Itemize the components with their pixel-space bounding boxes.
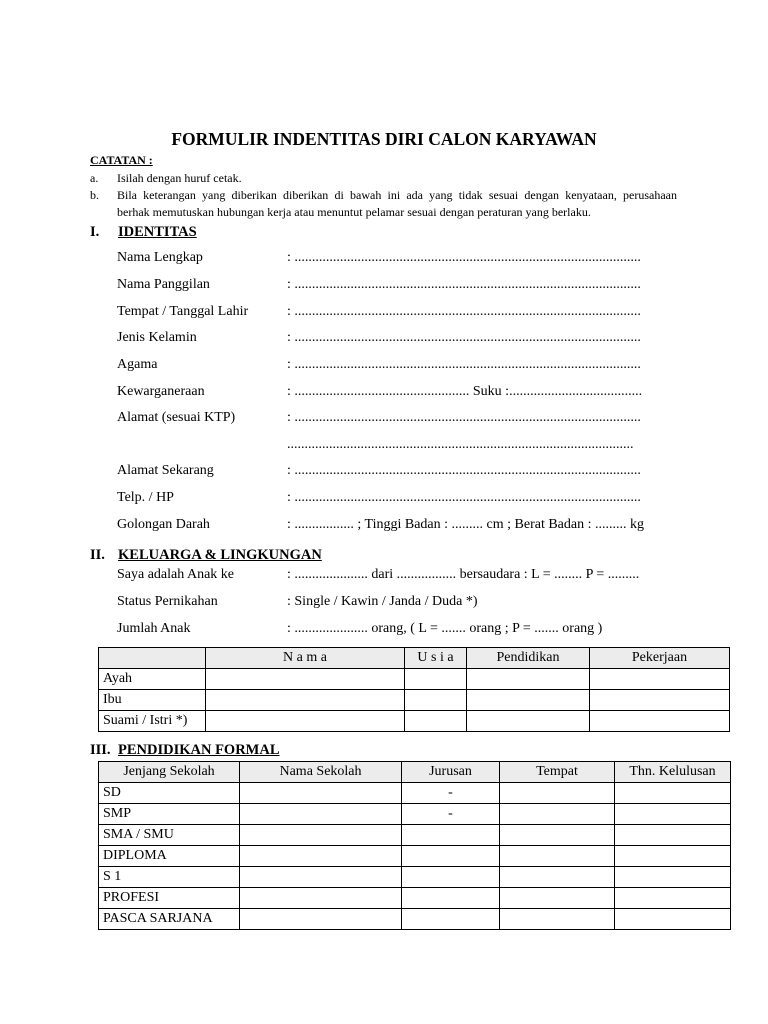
table-cell-input[interactable] (240, 804, 402, 825)
table-cell-label: Ibu (99, 690, 206, 711)
field-input-line[interactable]: : ................................................................................................... (287, 410, 641, 425)
table-cell-input[interactable] (615, 888, 731, 909)
table-cell-input[interactable] (240, 846, 402, 867)
table-row (99, 888, 731, 909)
table-cell-label: DIPLOMA (99, 846, 240, 867)
table-cell-input[interactable] (405, 711, 467, 732)
table-cell-label: SMP (99, 804, 240, 825)
table-cell-input[interactable] (500, 867, 615, 888)
table-cell-input[interactable] (206, 669, 405, 690)
table-header-cell: Nama Sekolah (240, 762, 402, 783)
field-input-line[interactable]: : ................. ; Tinggi Badan : ......... cm ; Berat Badan : ......... kg (287, 517, 644, 532)
table-cell-input[interactable] (590, 669, 730, 690)
note-text-continued: berhak memutuskan hubungan kerja atau menuntut pelamar sesuai dengan peraturan yang berlaku. (117, 205, 591, 219)
table-cell-input[interactable] (615, 804, 731, 825)
field-input-line[interactable]: ................................................................................................... (287, 437, 634, 452)
table-cell-label: Suami / Istri *) (99, 711, 206, 732)
field-input-line[interactable]: : ................................................................................................... (287, 250, 641, 265)
section-title: IDENTITAS (118, 224, 197, 240)
table-cell-input[interactable] (500, 888, 615, 909)
table-header-cell: Jenjang Sekolah (99, 762, 240, 783)
field-label: Saya adalah Anak ke (117, 567, 235, 582)
field-label: Status Pernikahan (117, 594, 218, 609)
section-number: I. (90, 224, 100, 240)
table-cell-input[interactable] (500, 909, 615, 930)
table-cell-input[interactable] (206, 690, 405, 711)
field-input-line[interactable]: : ..................... orang, ( L = ....... orang ; P = ....... orang ) (287, 621, 603, 636)
table-cell-input[interactable]: - (402, 804, 500, 825)
family-table (98, 647, 730, 732)
field-label: Jenis Kelamin (117, 330, 197, 345)
table-cell-input[interactable] (615, 783, 731, 804)
section-title: KELUARGA & LINGKUNGAN (118, 547, 322, 563)
table-cell-input[interactable] (240, 909, 402, 930)
table-cell-label: S 1 (99, 867, 240, 888)
field-input-line[interactable]: : ................................................................................................... (287, 490, 641, 505)
table-cell-input[interactable] (615, 825, 731, 846)
note-text: Bila keterangan yang diberikan diberikan di bawah ini ada yang tidak sesuai dengan kenyataan, perusahaan (117, 188, 677, 202)
table-header-cell: Pekerjaan (590, 648, 730, 669)
table-cell-input[interactable] (402, 825, 500, 846)
field-label: Jumlah Anak (117, 621, 191, 636)
notes-heading: CATATAN : (90, 153, 153, 167)
table-row (99, 825, 731, 846)
table-cell-input[interactable] (500, 846, 615, 867)
field-input-line[interactable]: : ................................................................................................... (287, 277, 641, 292)
table-row (99, 804, 731, 825)
field-input-line[interactable]: : ..................... dari ................. bersaudara : L = ........ P = ......... (287, 567, 640, 582)
table-cell-label: PROFESI (99, 888, 240, 909)
table-cell-label: PASCA SARJANA (99, 909, 240, 930)
table-cell-input[interactable] (402, 909, 500, 930)
note-mark: b. (90, 188, 99, 202)
table-cell-input[interactable] (240, 867, 402, 888)
table-header-cell (99, 648, 206, 669)
table-row (99, 783, 731, 804)
table-cell-input[interactable] (240, 825, 402, 846)
field-input-line[interactable]: : ................................................................................................... (287, 330, 641, 345)
table-cell-input[interactable] (402, 846, 500, 867)
table-cell-input[interactable] (402, 888, 500, 909)
table-header-row (99, 762, 731, 783)
table-cell-input[interactable] (240, 783, 402, 804)
table-cell-input[interactable] (500, 825, 615, 846)
table-cell-input[interactable] (405, 669, 467, 690)
table-cell-input[interactable] (500, 804, 615, 825)
table-cell-input[interactable] (467, 711, 590, 732)
table-header-cell: Jurusan (402, 762, 500, 783)
table-cell-input[interactable]: - (402, 783, 500, 804)
field-label: Golongan Darah (117, 517, 210, 532)
field-label: Telp. / HP (117, 490, 174, 505)
table-header-cell: Pendidikan (467, 648, 590, 669)
field-label: Alamat Sekarang (117, 463, 214, 478)
note-mark: a. (90, 171, 99, 185)
table-header-cell: U s i a (405, 648, 467, 669)
note-text: Isilah dengan huruf cetak. (117, 171, 242, 185)
field-label: Nama Panggilan (117, 277, 210, 292)
field-label: Kewarganeraan (117, 384, 205, 399)
table-cell-label: SD (99, 783, 240, 804)
table-cell-input[interactable] (615, 909, 731, 930)
form-title: FORMULIR INDENTITAS DIRI CALON KARYAWAN (171, 129, 597, 149)
table-cell-input[interactable] (402, 867, 500, 888)
field-label: Agama (117, 357, 158, 372)
table-cell-input[interactable] (467, 690, 590, 711)
field-input-line[interactable]: : ................................................................................................... (287, 463, 641, 478)
table-row (99, 669, 730, 690)
table-cell-input[interactable] (467, 669, 590, 690)
table-row (99, 867, 731, 888)
field-input-line[interactable]: : ................................................................................................... (287, 357, 641, 372)
field-input-line[interactable]: : ................................................................................................... (287, 304, 641, 319)
education-table (98, 761, 731, 930)
field-label: Tempat / Tanggal Lahir (117, 304, 249, 319)
field-input-line[interactable]: : .................................................. Suku :...................................... (287, 384, 643, 399)
section-title: PENDIDIKAN FORMAL (118, 742, 280, 758)
field-input-line[interactable]: : Single / Kawin / Janda / Duda *) (287, 594, 478, 609)
table-cell-input[interactable] (405, 690, 467, 711)
section-number: III. (90, 742, 111, 758)
table-header-row (99, 648, 730, 669)
table-cell-input[interactable] (206, 711, 405, 732)
table-row (99, 909, 731, 930)
table-cell-input[interactable] (615, 846, 731, 867)
field-label: Alamat (sesuai KTP) (117, 410, 236, 425)
table-header-cell: Thn. Kelulusan (615, 762, 731, 783)
field-label: Nama Lengkap (117, 250, 203, 265)
table-cell-input[interactable] (615, 867, 731, 888)
table-cell-input[interactable] (590, 711, 730, 732)
table-row (99, 690, 730, 711)
table-header-cell: N a m a (206, 648, 405, 669)
table-cell-label: SMA / SMU (99, 825, 240, 846)
table-row (99, 846, 731, 867)
section-number: II. (90, 547, 105, 563)
table-cell-input[interactable] (500, 783, 615, 804)
table-cell-input[interactable] (590, 690, 730, 711)
table-cell-input[interactable] (240, 888, 402, 909)
table-cell-label: Ayah (99, 669, 206, 690)
table-header-cell: Tempat (500, 762, 615, 783)
table-row (99, 711, 730, 732)
